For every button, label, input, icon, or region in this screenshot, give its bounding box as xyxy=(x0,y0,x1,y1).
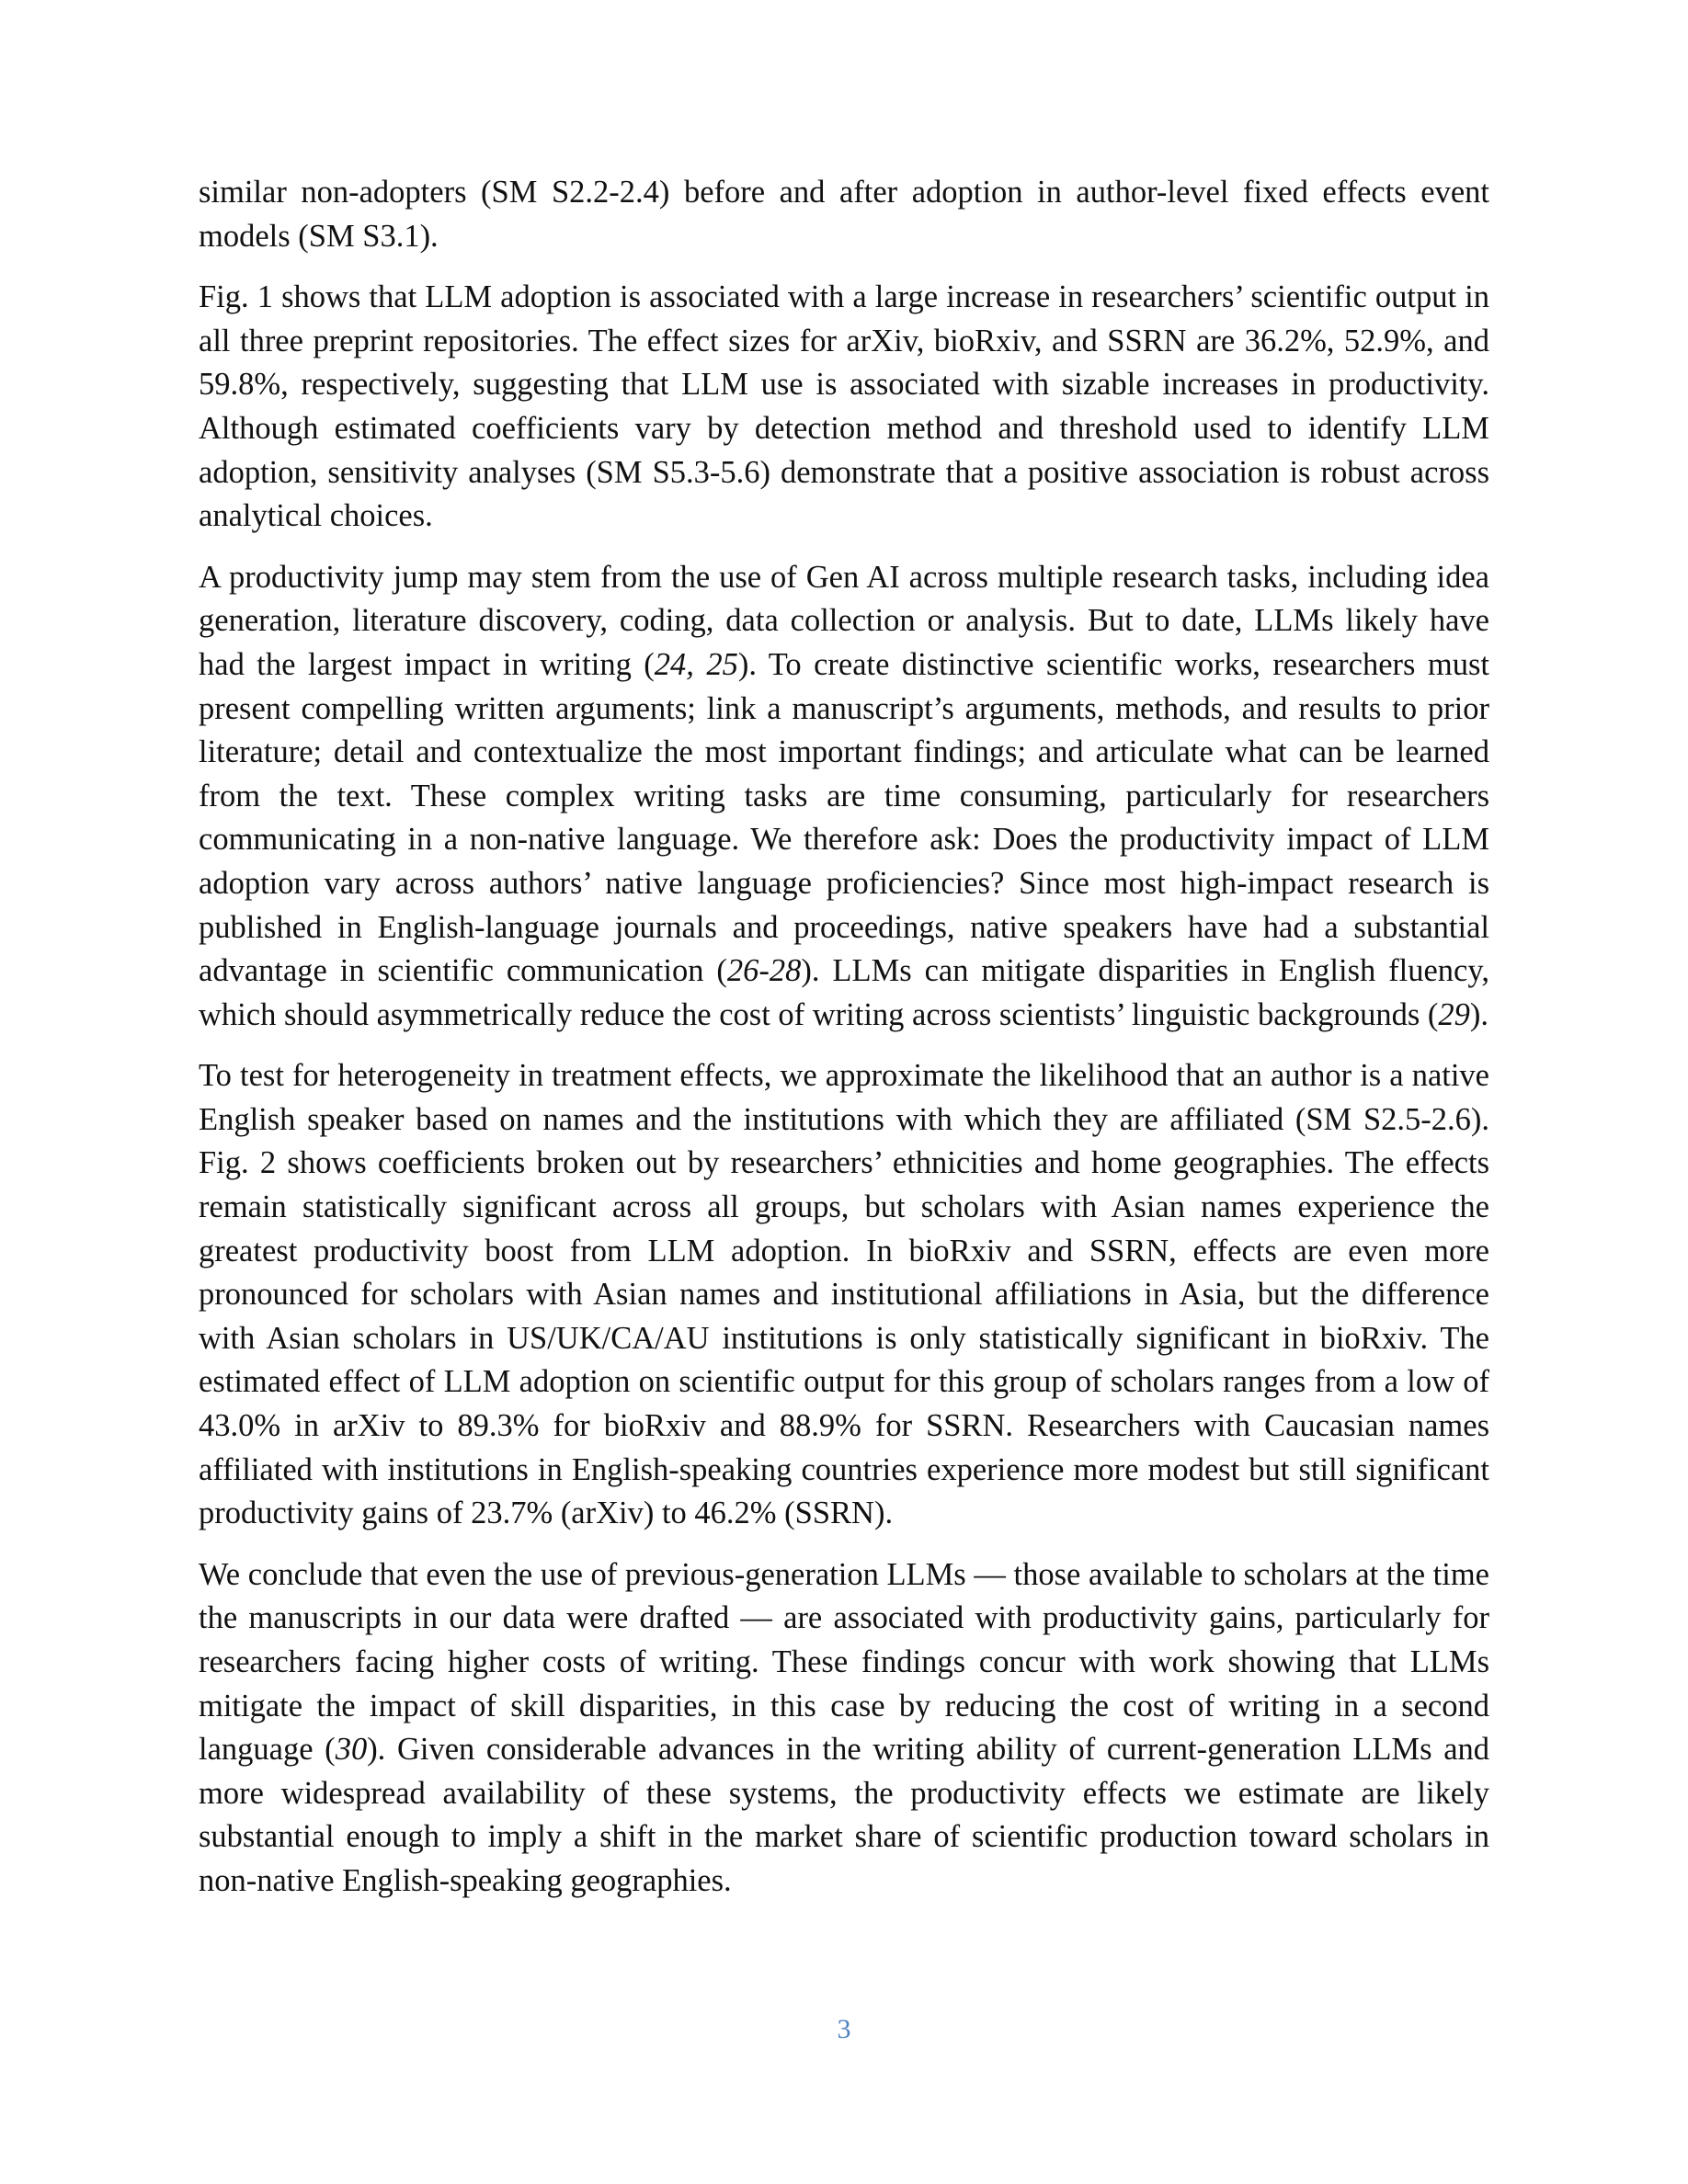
paragraph-2 xyxy=(199,276,1489,539)
text-segment: Fig. 1 shows that LLM adoption is associated with a large increase in researchers’ scientific output in all three preprint repositories. The effect sizes for arXiv, bioRxiv, and SSRN are 36.2%, 52.9%, and 59.8%, respectively, suggesting that LLM use is associated with sizable increases in productivity. Although estimated coefficients vary by detection method and threshold used to identify LLM adoption, sensitivity analyses (SM S5.3-5.6) demonstrate that a positive association is robust across analytical choices. xyxy=(199,279,1489,534)
text-segment: To test for heterogeneity in treatment effects, we approximate the likelihood that an author is a native English speaker based on names and the institutions with which they are affiliated (SM S2.5-2.6). Fig. 2 shows coefficients broken out by researchers’ ethnicities and home geographies. The effects remain statistically significant across all groups, but scholars with Asian names experience the greatest productivity boost from LLM adoption. In bioRxiv and SSRN, effects are even more pronounced for scholars with Asian names and institutional affiliations in Asia, but the difference with Asian scholars in US/UK/CA/AU institutions is only statistically significant in bioRxiv. The estimated effect of LLM adoption on scientific output for this group of scholars ranges from a low of 43.0% in arXiv to 89.3% for bioRxiv and 88.9% for SSRN. Researchers with Caucasian names affiliated with institutions in English-speaking countries experience more modest but still significant productivity gains of 23.7% (arXiv) to 46.2% (SSRN). xyxy=(199,1058,1489,1531)
text-segment: ). Given considerable advances in the writing ability of current-generation LLMs and more widespread availability of these systems, the productivity effects we estimate are likely substantial enough to imply a shift in the market share of scientific production toward scholars in non-native English-speaking geographies. xyxy=(199,1732,1490,1898)
paragraph-3 xyxy=(199,556,1489,1038)
text-segment: similar non-adopters (SM S2.2-2.4) before and after adoption in author-level fixed effects event models (SM S3.1). xyxy=(199,175,1489,254)
text-segment: ). LLMs can mitigate disparities in English fluency, which should asymmetrically reduce the cost of writing across scientists’ linguistic backgrounds ( xyxy=(199,953,1490,1032)
citation: 26-28 xyxy=(726,953,802,989)
body-text xyxy=(199,171,1489,1921)
text-segment: We conclude that even the use of previous-generation LLMs — those available to scholars at the time the manuscripts in our data were drafted — are associated with productivity gains, particularly for researchers facing higher costs of writing. These findings concur with work showing that LLMs mitigate the impact of skill disparities, in this case by reducing the cost of writing in a second language ( xyxy=(199,1556,1489,1768)
citation: 30 xyxy=(335,1732,368,1768)
paragraph-1 xyxy=(199,171,1489,258)
citation: 29 xyxy=(1438,996,1470,1032)
text-segment: ). To create distinctive scientific works, researchers must present compelling written arguments; link a manuscript’s arguments, methods, and results to prior literature; detail and contextualize the most important findings; and articulate what can be learned from the text. These complex writing tasks are time consuming, particularly for researchers communicating in a non-native language. We therefore ask: Does the productivity impact of LLM adoption vary across authors’ native language proficiencies? Since most high-impact research is published in English-language journals and proceedings, native speakers have had a substantial advantage in scientific communication ( xyxy=(199,646,1489,989)
paragraph-4 xyxy=(199,1054,1489,1536)
text-segment: ). xyxy=(1469,996,1489,1032)
paragraph-5 xyxy=(199,1553,1489,1904)
page-number: 3 xyxy=(837,2014,851,2044)
citation: 24, 25 xyxy=(654,646,738,682)
text-segment: A productivity jump may stem from the use of Gen AI across multiple research tasks, including idea generation, literature discovery, coding, data collection or analysis. But to date, LLMs likely have had the largest impact in writing ( xyxy=(199,559,1489,682)
